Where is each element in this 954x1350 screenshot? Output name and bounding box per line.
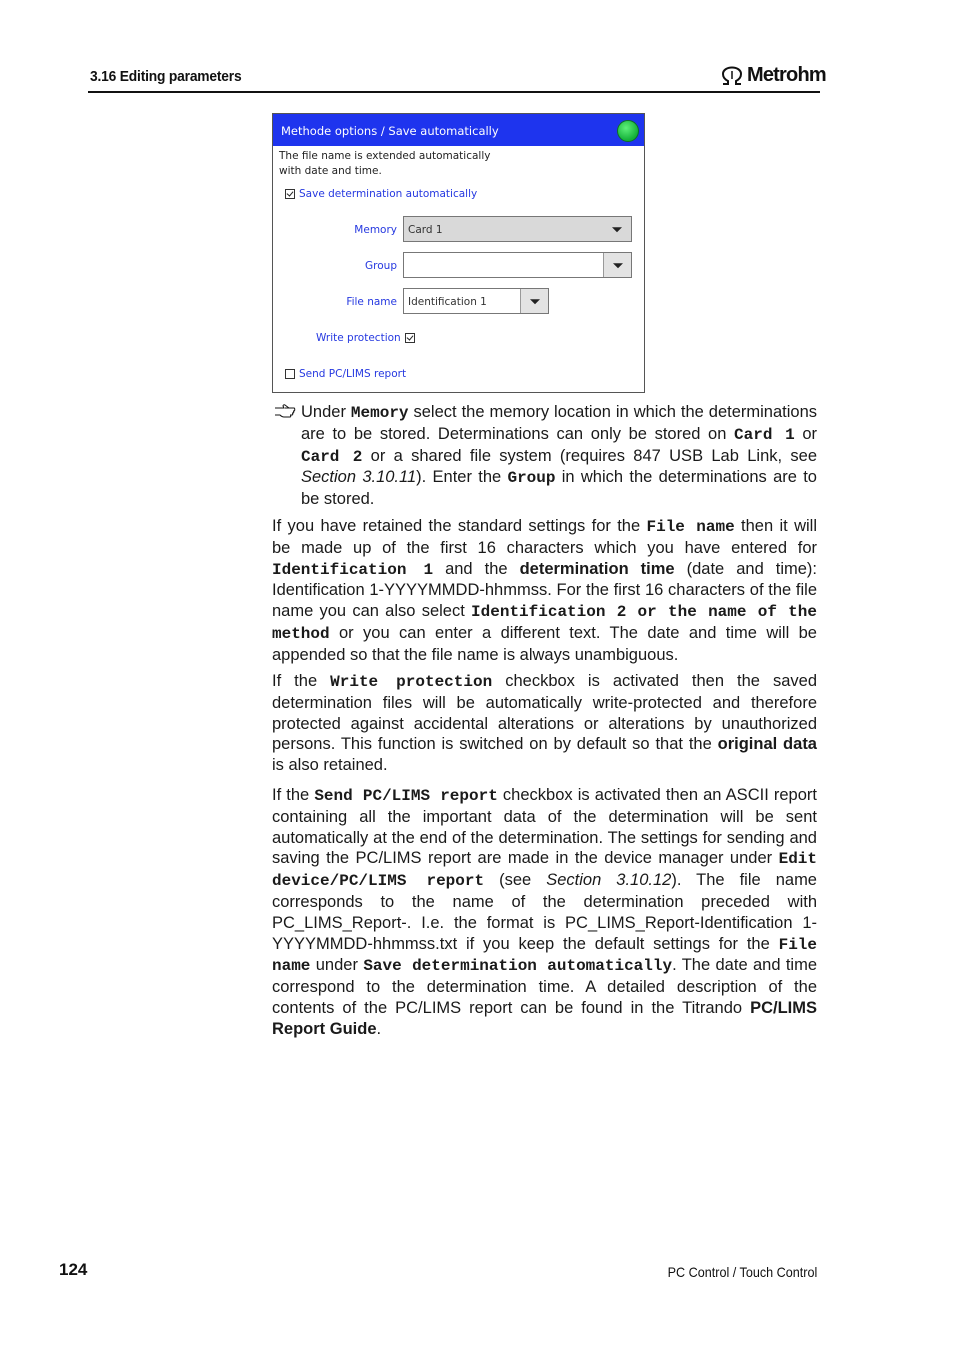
header-rule: [88, 91, 820, 93]
save-options-dialog: [272, 113, 645, 393]
file-name-value: Identification 1: [408, 296, 487, 308]
text-run: (date and time): Identification 1-YYYYMMDD-hhmmss. For the first 16 characters of the file name you can also select: [272, 559, 818, 621]
term-send-report: Send PC/LIMS report: [314, 787, 498, 805]
text-run: . The date and time correspond to the determination time. A detailed description of the contents of the PC/LIMS report can be found in the Titrando: [272, 956, 818, 1017]
dialog-title: Methode options / Save automatically: [281, 124, 499, 138]
section-reference: Section 3.10.12: [546, 871, 672, 890]
term-save-determination: Save determination automatically: [363, 957, 673, 976]
chevron-down-icon: [530, 299, 540, 304]
write-protection-paragraph: [272, 671, 817, 776]
checkbox-checked-icon[interactable]: [405, 333, 415, 343]
dropdown-button[interactable]: [603, 253, 631, 277]
term-write-protection: Write protection: [330, 673, 493, 691]
text-run: .: [376, 1019, 382, 1038]
memory-label: Memory: [354, 224, 397, 236]
text-run: under: [310, 956, 364, 975]
group-combo[interactable]: [403, 252, 632, 278]
text-run: and the: [433, 559, 520, 578]
metrohm-logo: [720, 64, 826, 87]
group-label: Group: [365, 260, 397, 272]
term-card1: Card 1: [734, 425, 795, 444]
save-automatically-checkbox[interactable]: [285, 188, 477, 200]
section-reference: Section 3.10.11: [301, 468, 417, 487]
text-run: checkbox is activated then an ASCII report containing all the important data of the determination will be sent automatically at the end of the determination. The settings for sending and saving the PC/LIMS report are made in the device manager under: [272, 786, 817, 868]
section-heading: 3.16 Editing parameters: [90, 68, 242, 85]
term-edit-device: Edit device/PC/LIMS report: [272, 850, 817, 891]
chevron-down-icon: [613, 263, 623, 268]
text-run: or a shared file system (requires 847 USB Lab Link, see: [362, 446, 817, 465]
send-report-checkbox[interactable]: [285, 368, 406, 380]
info-line: with date and time.: [279, 165, 382, 177]
write-protection-field[interactable]: [316, 332, 415, 344]
text-run: in which the determinations are to be stored.: [301, 468, 817, 509]
text-run: or: [794, 424, 817, 443]
term-file-name: File name: [646, 518, 735, 536]
memory-select[interactable]: [403, 216, 632, 242]
file-name-paragraph: [272, 516, 817, 666]
text-run: or you can enter a different text. The date and time will be appended so that the file name is always unambiguous.: [272, 623, 817, 664]
send-report-paragraph: [272, 785, 817, 1040]
text-run: checkbox is activated then the saved determination files will be automatically write-protected and therefore protected against accidental alterations or alterations by unauthorized persons. This function is switched on by default so that the: [272, 672, 818, 754]
status-led-icon: [617, 120, 639, 142]
text-run: is also retained.: [272, 756, 388, 775]
dialog-info-text: [279, 149, 490, 179]
checkbox-checked-icon[interactable]: [285, 189, 295, 199]
metrohm-omega-icon: [720, 66, 744, 86]
term-determination-time: determination time: [519, 559, 675, 578]
write-protection-label: Write protection: [316, 332, 401, 344]
checkbox-label: Save determination automatically: [299, 188, 478, 200]
text-run: ). The file name corresponds to the name of the determination preceded with PC_LIMS_Report-. I.e. the format is PC_LIMS_Report-Identification 1-YYYYMMDD-hhmmss.txt if you keep the default settings for the: [272, 871, 817, 953]
checkbox-label: Send PC/LIMS report: [299, 368, 407, 380]
pointing-hand-icon: [274, 402, 296, 418]
text-run: If the: [272, 672, 331, 690]
text-run: (see: [484, 871, 547, 890]
memory-bullet-paragraph: [301, 402, 817, 510]
term-memory: Memory: [350, 404, 409, 422]
dropdown-button[interactable]: [520, 289, 548, 313]
file-name-label: File name: [346, 296, 397, 308]
term-file-name: File name: [272, 935, 817, 976]
text-run: Under: [301, 403, 351, 421]
term-report-guide: PC/LIMS Report Guide: [272, 998, 817, 1038]
term-original-data: original data: [717, 735, 817, 754]
dialog-titlebar: [273, 114, 644, 146]
checkbox-unchecked-icon[interactable]: [285, 369, 295, 379]
logo-text: Metrohm: [747, 64, 826, 86]
text-run: If the: [272, 786, 315, 804]
term-group: Group: [507, 469, 556, 488]
dropdown-button[interactable]: [603, 217, 631, 241]
footer-title: PC Control / Touch Control: [667, 1264, 817, 1280]
term-identification-2: Identification 2 or the name of the method: [272, 603, 817, 643]
chevron-down-icon: [612, 227, 622, 232]
text-run: ). Enter the: [416, 468, 508, 487]
page-number: 124: [59, 1260, 88, 1279]
text-run: select the memory location in which the determinations are to be stored. Determinations can only be stored on: [301, 403, 817, 443]
text-run: If you have retained the standard settings for the: [272, 517, 647, 535]
term-identification-1: Identification 1: [272, 560, 434, 579]
file-name-combo[interactable]: [403, 288, 549, 314]
text-run: then it will be made up of the first 16 characters which you have entered for: [272, 517, 817, 557]
term-card2: Card 2: [301, 447, 363, 466]
info-line: The file name is extended automatically: [279, 150, 491, 162]
memory-value: Card 1: [408, 224, 443, 236]
